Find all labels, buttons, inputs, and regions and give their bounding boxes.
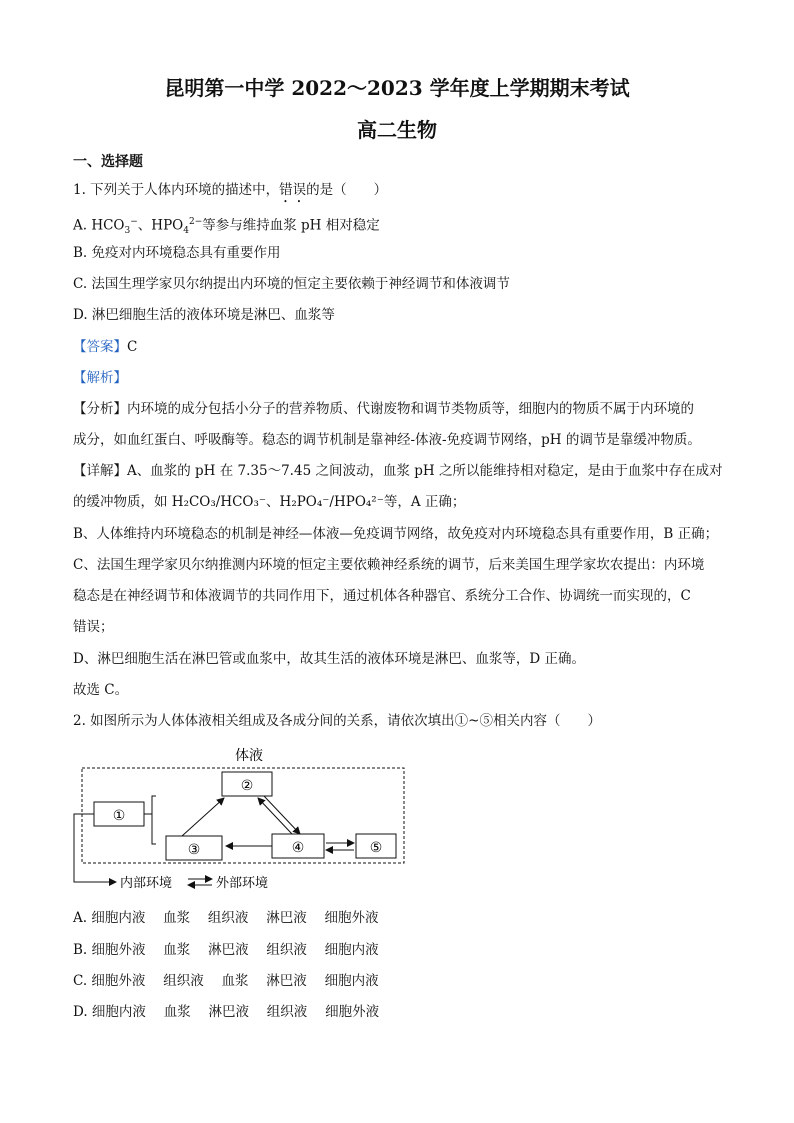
answer-tag: 【答案】 [73,339,127,355]
q1-stem-emphasis: 错误 [279,182,307,198]
q1-stem-pre: 1. 下列关于人体内环境的描述中， [73,182,280,198]
q1-opt-a-text: A. HCO [73,217,125,234]
xiangjie-tag: 【详解】 [73,463,127,479]
diagram-label-body-fluid: 体液 [235,748,263,764]
question-2-stem: 2. 如图所示为人体体液相关组成及各成分间的关系，请依次填出①~⑤相关内容（ ） [73,713,601,729]
q1-opt-a-sup1: − [130,217,138,227]
external-environment-label: 外部环境 [216,876,269,891]
xiangjie-b: B、人体维持内环境稳态的机制是神经—体液—免疫调节网络，故免疫对内环境稳态具有重要作用，B 正确； [73,526,719,542]
q2-option-c: C. 细胞外液 组织液 血浆 淋巴液 细胞内液 [73,973,379,989]
fenxi-line-1 [73,399,694,419]
xiangjie-line-1 [73,461,722,481]
section-heading: 一、选择题 [73,154,143,170]
xiangjie-text-1: A、血浆的 pH 在 7.35～7.45 之间波动，血浆 pH 之所以能维持相对稳定，是由于血浆中存在成对 [127,463,723,479]
arrow-2-to-4 [264,796,300,834]
q1-opt-a-sup2: 2− [188,217,203,227]
box-3-label: ③ [187,842,201,858]
box-2-label: ② [240,778,254,794]
body-fluid-diagram [64,744,424,896]
xiangjie-c-2: 稳态是在神经调节和体液调节的共同作用下，通过机体各种器官、系统分工合作、协调统一而实现的，C [73,588,691,604]
arrow-4-to-2 [258,798,292,834]
q1-opt-a-sub1: 3 [124,226,131,237]
arrow-3-to-2 [182,798,224,836]
q1-opt-a-mid: 、HPO [137,217,184,234]
xiangjie-d: D、淋巴细胞生活在淋巴管或血浆中，故其生活的液体环境是淋巴、血浆等，D 正确。 [73,651,585,667]
exam-title: 昆明第一中学 2022～2023 学年度上学期期末考试 [164,76,630,100]
xiangjie-c-3: 错误； [73,619,114,635]
fenxi-line-2: 成分，如血红蛋白、呼吸酶等。稳态的调节机制是靠神经-体液-免疫调节网络，pH 的调节是靠缓冲物质。 [73,432,701,448]
q1-stem-post: 的是（ ） [306,182,388,198]
box-4-label: ④ [291,840,305,856]
xiangjie-c-1: C、法国生理学家贝尔纳推测内环境的恒定主要依赖神经系统的调节，后来美国生理学家坎农提出：内环境 [73,557,705,573]
q1-option-d: D. 淋巴细胞生活的液体环境是淋巴、血浆等 [73,307,335,323]
q1-answer [73,337,137,357]
q1-conclusion: 故选 C。 [73,682,129,698]
brace-connector [152,796,156,844]
q2-option-a: A. 细胞内液 血浆 组织液 淋巴液 细胞外液 [73,910,379,926]
q1-option-b: B. 免疫对内环境稳态具有重要作用 [73,245,281,261]
internal-environment-label: 内部环境 [120,876,173,891]
box-5-label: ⑤ [369,840,383,856]
answer-value: C [127,339,138,355]
q1-option-a [73,212,380,241]
box-1-label: ① [112,808,126,824]
exam-subject: 高二生物 [357,118,437,142]
analysis-tag: 【解析】 [73,370,127,386]
q1-option-c: C. 法国生理学家贝尔纳提出内环境的恒定主要依赖于神经调节和体液调节 [73,276,510,292]
q1-opt-a-sub2: 4 [183,226,189,237]
q2-option-b: B. 细胞外液 血浆 淋巴液 组织液 细胞内液 [73,942,379,958]
q1-opt-a-post: 等参与维持血浆 pH 相对稳定 [202,217,380,234]
fenxi-tag: 【分析】 [73,401,127,417]
q2-option-d: D. 细胞内液 血浆 淋巴液 组织液 细胞外液 [73,1004,380,1020]
fenxi-text-1: 内环境的成分包括小分子的营养物质、代谢废物和调节类物质等，细胞内的物质不属于内环境的 [127,401,694,417]
xiangjie-line-2: 的缓冲物质，如 H₂CO₃/HCO₃⁻、H₂PO₄⁻/HPO₄²⁻等，A 正确； [73,494,466,510]
question-1-stem [73,180,387,206]
